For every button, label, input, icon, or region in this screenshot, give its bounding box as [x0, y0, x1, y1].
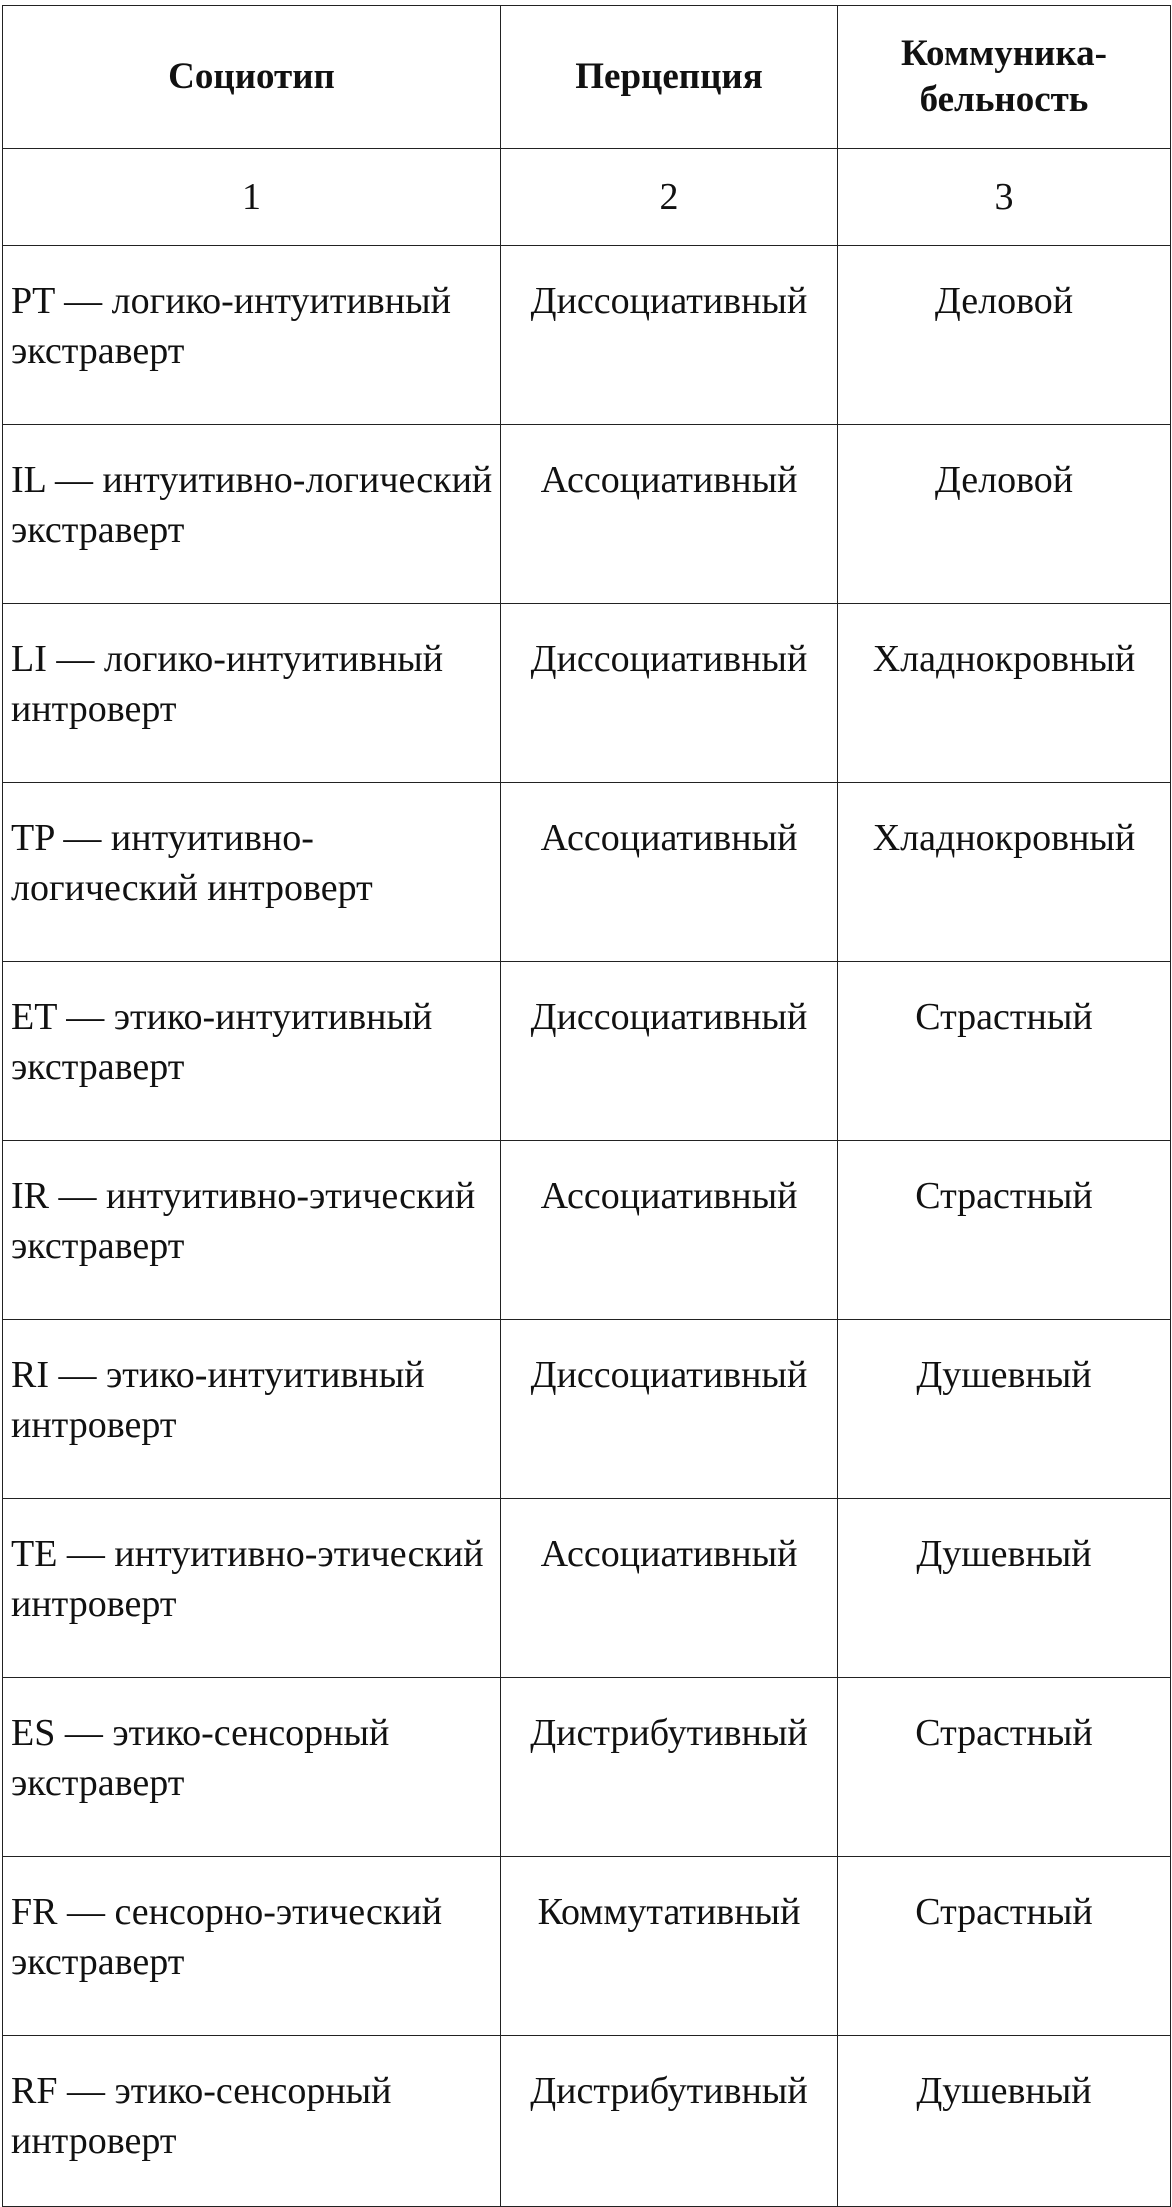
table-header-row	[3, 6, 1171, 149]
communicability-cell: Душевный	[838, 1499, 1171, 1678]
column-number: 2	[501, 149, 838, 246]
sociotype-cell: TP — интуитивно-логический интроверт	[3, 783, 501, 962]
communicability-cell: Деловой	[838, 425, 1171, 604]
header-perception: Перцепция	[501, 6, 838, 149]
communicability-cell: Душевный	[838, 1320, 1171, 1499]
perception-cell: Дистрибутивный	[501, 1678, 838, 1857]
perception-cell: Диссоциативный	[501, 962, 838, 1141]
perception-cell: Ассоциативный	[501, 425, 838, 604]
perception-cell: Ассоциативный	[501, 1499, 838, 1678]
table-row	[3, 783, 1171, 962]
table-row	[3, 246, 1171, 425]
column-number-row	[3, 149, 1171, 246]
communicability-cell: Страстный	[838, 962, 1171, 1141]
sociotype-cell: PT — логико-интуитивный экстраверт	[3, 246, 501, 425]
column-number: 3	[838, 149, 1171, 246]
table-row	[3, 604, 1171, 783]
communicability-cell: Хладнокровный	[838, 783, 1171, 962]
table-row	[3, 1857, 1171, 2036]
communicability-cell: Хладнокровный	[838, 604, 1171, 783]
communicability-cell: Страстный	[838, 1141, 1171, 1320]
communicability-cell: Страстный	[838, 1678, 1171, 1857]
sociotype-cell: LI — логико-интуитивный интроверт	[3, 604, 501, 783]
communicability-cell: Душевный	[838, 2036, 1171, 2207]
header-communicability: Коммуника- бельность	[838, 6, 1171, 149]
perception-cell: Дистрибутивный	[501, 2036, 838, 2207]
sociotype-cell: FR — сенсорно-этический экстраверт	[3, 1857, 501, 2036]
table-row	[3, 425, 1171, 604]
sociotype-cell: ES — этико-сенсорный экстраверт	[3, 1678, 501, 1857]
table-row	[3, 2036, 1171, 2207]
table-row	[3, 962, 1171, 1141]
perception-cell: Коммутативный	[501, 1857, 838, 2036]
sociotype-cell: RF — этико-сенсорный интроверт	[3, 2036, 501, 2207]
sociotype-cell: TE — интуитивно-этический интроверт	[3, 1499, 501, 1678]
table-row	[3, 1320, 1171, 1499]
communicability-cell: Деловой	[838, 246, 1171, 425]
perception-cell: Диссоциативный	[501, 246, 838, 425]
perception-cell: Диссоциативный	[501, 1320, 838, 1499]
sociotype-cell: RI — этико-интуитивный интроверт	[3, 1320, 501, 1499]
table-row	[3, 1678, 1171, 1857]
column-number: 1	[3, 149, 501, 246]
perception-cell: Ассоциативный	[501, 1141, 838, 1320]
sociotype-table	[2, 5, 1171, 2207]
sociotype-cell: ET — этико-интуитивный экстраверт	[3, 962, 501, 1141]
table-row	[3, 1499, 1171, 1678]
header-sociotype: Социотип	[3, 6, 501, 149]
perception-cell: Диссоциативный	[501, 604, 838, 783]
sociotype-cell: IL — интуитивно-логический экстраверт	[3, 425, 501, 604]
communicability-cell: Страстный	[838, 1857, 1171, 2036]
perception-cell: Ассоциативный	[501, 783, 838, 962]
sociotype-cell: IR — интуитивно-этический экстраверт	[3, 1141, 501, 1320]
table-row	[3, 1141, 1171, 1320]
